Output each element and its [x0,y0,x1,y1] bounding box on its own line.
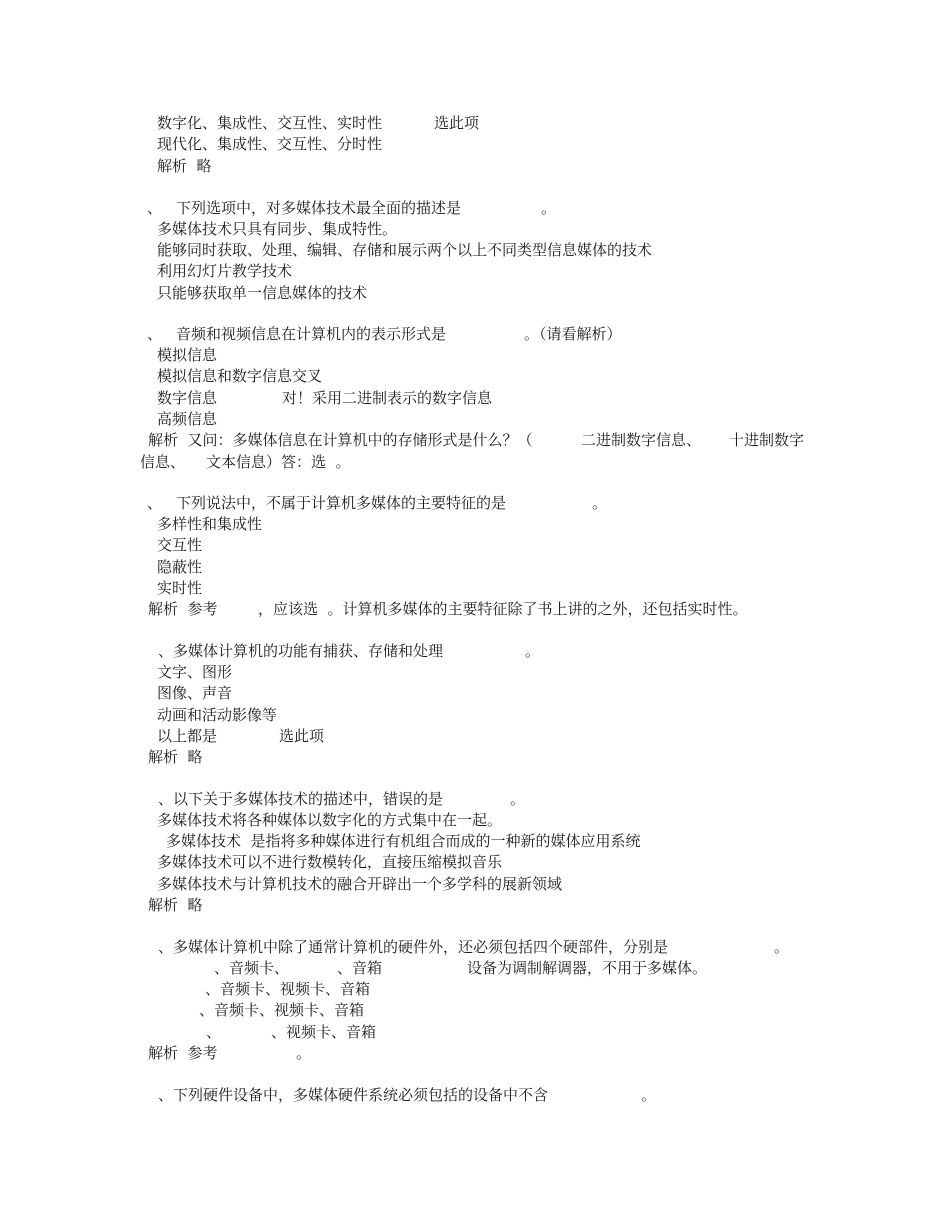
q2-option-b: 能够同时获取、处理、编辑、存储和展示两个以上不同类型信息媒体的技术 [157,241,653,259]
q5-option-d-note: 选此项 [279,727,325,745]
q3-stem-end: 。（请看解析） [524,325,622,343]
q4-option-a: 多样性和集成性 [157,515,263,533]
q4-option-b: 交互性 [157,536,203,554]
q5-stem-end: 。 [525,642,541,660]
q2-option-d: 只能够获取单一信息媒体的技术 [157,284,368,302]
q2-stem-end: 。 [541,199,557,217]
q7-option-a-part3: 设备为调制解调器，不用于多媒体。 [467,959,708,977]
q8-stem-end: 。 [641,1086,657,1104]
q6-analysis: 解析 略 [148,896,203,914]
q7-stem: 、多媒体计算机中除了通常计算机的硬件外，还必须包括四个硬部件，分别是 [158,938,669,956]
q6-option-b: 多媒体技术 是指将多种媒体进行有机组合而成的一种新的媒体应用系统 [166,832,641,850]
q7-stem-end: 。 [774,938,790,956]
q3-option-c: 数字信息 [157,389,218,407]
q4-analysis-part2: ，应该选 。计算机多媒体的主要特征除了书上讲的之外，还包括实时性。 [258,600,748,618]
q1-option-d: 现代化、集成性、交互性、分时性 [157,135,383,153]
q4-analysis-part1: 解析 参考 [148,600,218,618]
q7-option-a-part1: 、音频卡、 [214,959,290,977]
q7-analysis-part1: 解析 参考 [148,1044,218,1062]
q3-analysis-part5: 文本信息）答：选 。 [206,453,351,471]
q1-option-c: 数字化、集成性、交互性、实时性 [157,114,383,132]
q2-option-a: 多媒体技术只具有同步、集成特性。 [157,220,398,238]
q5-option-b: 图像、声音 [157,684,233,702]
q2-number-mark: 、 [147,199,163,217]
q5-stem: 、多媒体计算机的功能有捕获、存储和处理 [158,642,444,660]
q1-option-c-note: 选此项 [434,114,480,132]
q2-stem: 下列选项中，对多媒体技术最全面的描述是 [176,199,462,217]
q3-number-mark: 、 [147,325,163,343]
q4-stem-end: 。 [592,494,608,512]
q6-stem-end: 。 [510,790,526,808]
q3-analysis-part4: 信息、 [140,453,186,471]
q3-analysis-part1: 解析 又问：多媒体信息在计算机中的存储形式是什么？（ [148,431,533,449]
q4-stem: 下列说法中，不属于计算机多媒体的主要特征的是 [176,494,507,512]
q7-option-d-part1: 、 [206,1023,222,1041]
q4-option-d: 实时性 [157,579,203,597]
q3-option-d: 高频信息 [157,410,218,428]
q5-option-a: 文字、图形 [157,663,233,681]
q7-option-c: 、音频卡、视频卡、音箱 [199,1001,365,1019]
q5-analysis: 解析 略 [148,748,203,766]
q6-option-d: 多媒体技术与计算机技术的融合开辟出一个多学科的展新领域 [157,875,563,893]
q6-stem: 、以下关于多媒体技术的描述中，错误的是 [158,790,444,808]
q7-option-d-part2: 、视频卡、音箱 [271,1023,377,1041]
q5-option-c: 动画和活动影像等 [157,706,278,724]
q6-option-a: 多媒体技术将各种媒体以数字化的方式集中在一起。 [157,811,503,829]
q7-option-b: 、音频卡、视频卡、音箱 [205,980,371,998]
q3-option-c-note: 对！采用二进制表示的数字信息 [282,389,493,407]
q2-option-c: 利用幻灯片教学技术 [157,262,293,280]
q4-option-c: 隐蔽性 [157,558,203,576]
q1-analysis: 解析 略 [157,157,212,175]
q4-number-mark: 、 [147,494,163,512]
q7-analysis-part2: 。 [296,1044,312,1062]
q6-option-c: 多媒体技术可以不进行数模转化，直接压缩模拟音乐 [157,853,503,871]
q3-stem: 音频和视频信息在计算机内的表示形式是 [176,325,447,343]
q7-option-a-part2: 、音箱 [337,959,383,977]
q3-option-b: 模拟信息和数字信息交叉 [157,367,323,385]
q3-analysis-part3: 十进制数字 [729,431,805,449]
q3-option-a: 模拟信息 [157,346,218,364]
q8-stem: 、下列硬件设备中，多媒体硬件系统必须包括的设备中不含 [158,1086,549,1104]
q5-option-d: 以上都是 [157,727,218,745]
q3-analysis-part2: 二进制数字信息、 [581,431,702,449]
